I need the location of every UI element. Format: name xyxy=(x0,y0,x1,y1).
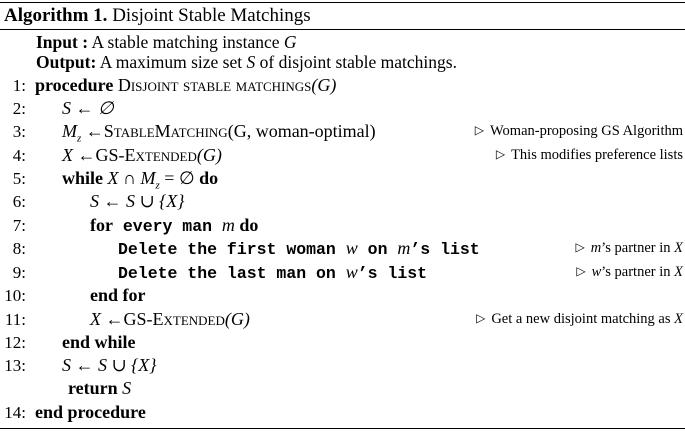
procedure-arg: (G) xyxy=(311,75,337,95)
input-line xyxy=(36,31,297,53)
line-number: 14: xyxy=(4,403,26,422)
line-11-comment-x: X xyxy=(674,311,683,327)
line-9-comment-text: ’s partner in xyxy=(601,264,675,280)
line-3-comment xyxy=(475,120,683,143)
gs-extended-args: (G) xyxy=(224,309,250,329)
line-number: 12: xyxy=(4,333,26,352)
do-keyword: do xyxy=(239,215,259,235)
line-13 xyxy=(62,354,156,377)
bottom-rule xyxy=(0,428,685,429)
input-sep: : xyxy=(77,32,89,52)
procedure-name: Disjoint stable matchings xyxy=(117,75,312,95)
end-procedure-keyword: end procedure xyxy=(35,402,146,422)
stable-matching-func: StableMatching xyxy=(103,121,228,141)
end-while-keyword: end while xyxy=(62,332,136,352)
line-number: 1: xyxy=(12,76,26,95)
input-var: G xyxy=(283,32,297,52)
line-8-comment-var: m xyxy=(590,240,602,256)
line-6-text: S ← S ∪ {X} xyxy=(90,191,185,211)
line-9 xyxy=(118,261,427,285)
for-var: m xyxy=(221,215,235,235)
line-8-w: w xyxy=(345,238,358,258)
mz-var: M xyxy=(62,121,77,141)
line-number: 2: xyxy=(12,99,26,118)
line-4-comment xyxy=(496,144,683,167)
line-number: 5: xyxy=(12,169,26,188)
assign-arrow: ← xyxy=(101,309,124,329)
gs-extended-args: (G) xyxy=(196,145,222,165)
return-keyword: return xyxy=(68,378,118,398)
x-var: X xyxy=(62,145,73,165)
output-text: A maximum size set xyxy=(96,52,247,72)
line-4 xyxy=(62,144,222,167)
mz-sub: z xyxy=(77,132,82,145)
line-1 xyxy=(35,74,336,97)
end-for-keyword: end for xyxy=(90,285,146,305)
while-keyword: while xyxy=(62,168,104,188)
algorithm-label: Algorithm 1. xyxy=(4,5,108,26)
line-12 xyxy=(62,331,136,354)
output-keyword: Output: xyxy=(36,52,97,72)
for-keyword: for xyxy=(90,215,113,235)
algorithm-caption xyxy=(4,5,311,27)
output-var: S xyxy=(246,52,256,72)
gs-extended-func: GS-Extended xyxy=(95,145,197,165)
line-6 xyxy=(90,190,184,213)
line-4-comment-text: This modifies preference lists xyxy=(511,147,683,163)
line-number: 4: xyxy=(12,146,26,165)
line-9-comment-var: w xyxy=(591,264,602,280)
return-var: S xyxy=(122,378,132,398)
line-3-comment-text: Woman-proposing GS Algorithm xyxy=(490,123,683,139)
line-number: 8: xyxy=(12,239,26,258)
algorithm-title: Disjoint Stable Matchings xyxy=(112,5,311,26)
line-13-text: S ← S ∪ {X} xyxy=(62,355,157,375)
line-9-text-c: ’s list xyxy=(357,264,428,283)
line-number: 11: xyxy=(4,310,26,329)
comment-triangle-icon: ▷ xyxy=(575,240,585,254)
comment-triangle-icon: ▷ xyxy=(476,311,486,325)
assign-arrow: ← xyxy=(73,145,96,165)
input-keyword: Input xyxy=(36,32,78,52)
do-keyword: do xyxy=(199,168,219,188)
while-cond: X ∩ M xyxy=(107,168,156,188)
line-9-text-a: Delete the last man on xyxy=(118,264,346,283)
line-7 xyxy=(90,214,258,238)
line-number: 9: xyxy=(12,263,26,282)
line-number: 6: xyxy=(12,192,26,211)
line-8-text-a: Delete the first woman xyxy=(118,240,346,259)
assign-arrow: ← xyxy=(81,121,104,141)
comment-triangle-icon: ▷ xyxy=(576,264,586,278)
line-8-comment-x: X xyxy=(674,240,683,256)
line-9-w: w xyxy=(345,262,358,282)
line-11-comment xyxy=(476,308,683,331)
line-8-comment-text: ’s partner in xyxy=(601,240,675,256)
line-number: 7: xyxy=(12,216,26,235)
line-9-comment xyxy=(576,261,683,284)
comment-triangle-icon: ▷ xyxy=(495,147,506,161)
x-var: X xyxy=(90,309,101,329)
output-line xyxy=(36,51,457,73)
line-11-comment-text: Get a new disjoint matching as xyxy=(491,311,675,327)
while-sub: z xyxy=(155,179,160,192)
line-2 xyxy=(62,97,114,120)
line-8-text-c: ’s list xyxy=(410,240,480,259)
line-number: 3: xyxy=(12,122,26,141)
comment-triangle-icon: ▷ xyxy=(474,123,485,137)
line-8-text-b: on xyxy=(357,240,398,259)
return-line xyxy=(68,377,131,400)
procedure-keyword: procedure xyxy=(35,75,114,95)
line-8-comment xyxy=(576,237,683,260)
line-11 xyxy=(90,308,250,331)
while-cond2: = ∅ xyxy=(159,168,195,188)
line-2-text: S ← ∅ xyxy=(62,98,114,118)
line-9-comment-x: X xyxy=(674,264,683,280)
line-8 xyxy=(118,237,480,261)
top-rule xyxy=(0,2,685,3)
line-number: 13: xyxy=(4,356,26,375)
line-8-m: m xyxy=(397,238,411,258)
for-text: every man xyxy=(112,217,222,236)
line-number: 10: xyxy=(4,286,26,305)
input-text: A stable matching instance xyxy=(88,32,284,52)
gs-extended-func: GS-Extended xyxy=(123,309,225,329)
line-14 xyxy=(35,401,146,424)
line-10 xyxy=(90,284,146,307)
stable-matching-args: (G, woman-optimal) xyxy=(227,121,376,141)
caption-rule xyxy=(0,29,685,30)
output-text2: of disjoint stable matchings. xyxy=(255,52,457,72)
